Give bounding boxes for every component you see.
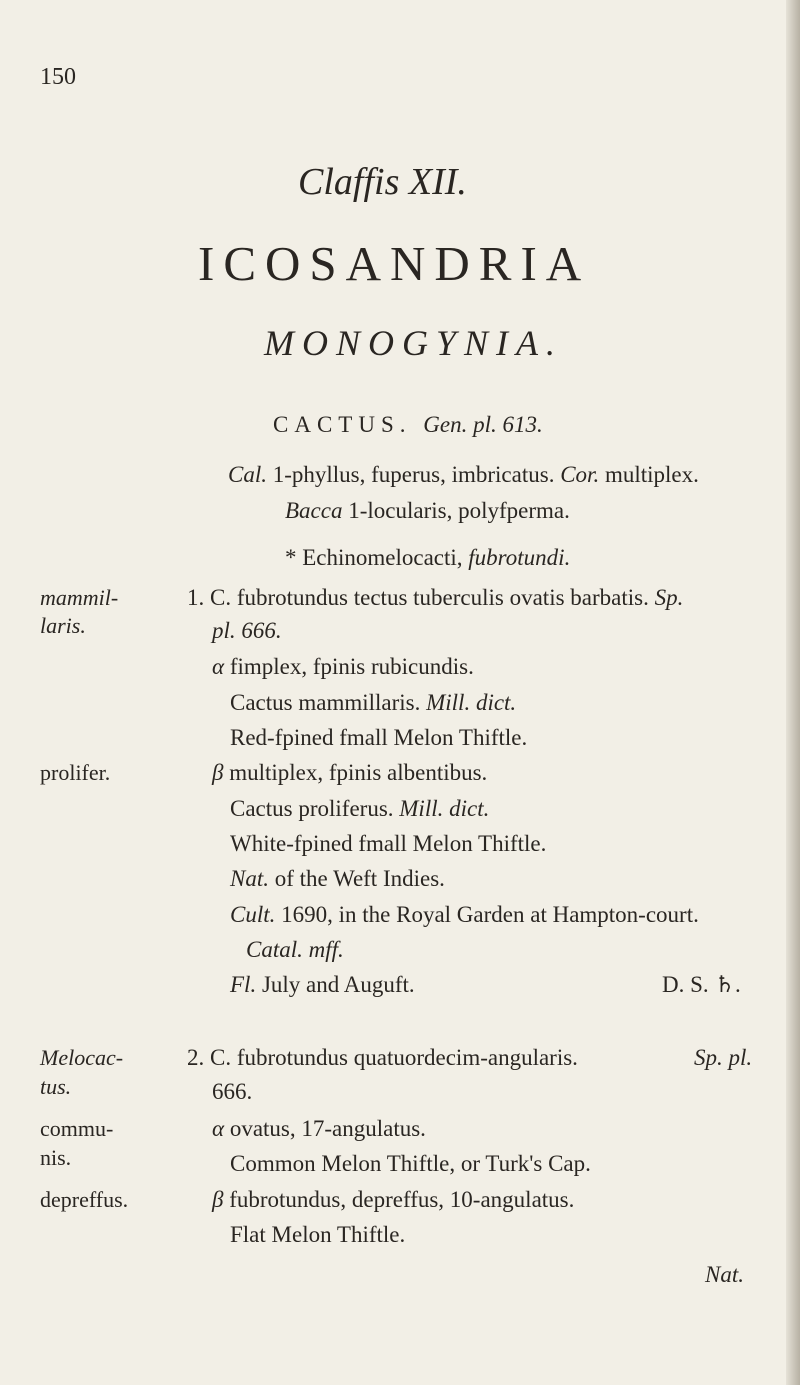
margin-depressus: depreffus.	[40, 1187, 129, 1212]
species2-number: 2.	[187, 1045, 205, 1070]
fl-label: Fl.	[230, 972, 257, 997]
catchword: Nat.	[705, 1262, 744, 1287]
nat-label: Nat.	[230, 866, 269, 891]
cal-text: 1-phyllus, fuperus, imbricatus.	[272, 462, 555, 487]
species1-beta-line	[212, 760, 487, 786]
s2-alpha-text: ovatus, 17-angulatus.	[229, 1116, 426, 1141]
species1-cult	[230, 902, 699, 928]
species1-fl	[230, 972, 415, 998]
page-edge	[786, 0, 800, 1385]
beta-synonym: Cactus proliferus.	[230, 796, 394, 821]
class-name: ICOSANDRIA	[198, 236, 591, 291]
fl-text: July and Auguft.	[261, 972, 415, 997]
species1-beta-syn	[230, 796, 489, 822]
cor-label: Cor.	[560, 462, 600, 487]
alpha-synonym: Cactus mammillaris.	[230, 690, 421, 715]
species1-text: C. fubrotundus tectus tuberculis ovatis barbatis.	[210, 585, 649, 610]
genus-name: CACTUS.	[273, 412, 412, 437]
species1-ref-sp: Sp.	[654, 585, 684, 610]
s2-alpha-symbol: α	[212, 1116, 225, 1141]
beta-synonym-ref: Mill. dict.	[399, 796, 490, 821]
section-name: Echinomelocacti,	[302, 545, 463, 570]
species2-ref	[694, 1045, 752, 1071]
species2-alpha-line	[212, 1116, 426, 1142]
margin-communis-2: nis.	[40, 1145, 72, 1170]
species1-beta-english: White-fpined fmall Melon Thiftle.	[230, 831, 547, 856]
margin-prolifer: prolifer.	[40, 760, 111, 785]
cult-label: Cult.	[230, 902, 276, 927]
s2-beta-text: fubrotundus, depreffus, 10-angulatus.	[229, 1187, 575, 1212]
section-line	[285, 545, 570, 571]
bacca-text: 1-locularis, polyfperma.	[348, 498, 570, 523]
species1-number: 1.	[187, 585, 205, 610]
margin-melocactus-1: Melocac-	[40, 1045, 124, 1070]
bacca-line	[285, 498, 570, 524]
section-mark: *	[285, 545, 297, 570]
species1-alpha-syn	[230, 690, 516, 716]
alpha-synonym-ref: Mill. dict.	[426, 690, 517, 715]
calyx-line	[228, 462, 699, 488]
alpha-symbol: α	[212, 654, 225, 679]
species1-ref-pl: pl. 666.	[212, 618, 282, 643]
section-note: fubrotundi.	[468, 545, 571, 570]
species2-beta-line	[212, 1187, 574, 1213]
species1-nat	[230, 866, 445, 892]
species2-text: C. fubrotundus quatuordecim-angularis.	[210, 1045, 578, 1070]
nat-text: of the Weft Indies.	[274, 866, 445, 891]
cor-text: multiplex.	[604, 462, 699, 487]
genus-heading	[273, 412, 543, 438]
species1-catal: Catal. mff.	[246, 937, 344, 962]
species1-line	[187, 585, 683, 611]
species2-ref-sp: Sp.	[694, 1045, 723, 1070]
species2-beta-english: Flat Melon Thiftle.	[230, 1222, 406, 1247]
species1-alpha-line	[212, 654, 474, 680]
genus-reference: Gen. pl. 613.	[423, 412, 543, 437]
margin-communis-1: commu-	[40, 1116, 114, 1141]
cal-label: Cal.	[228, 462, 267, 487]
class-heading: Claffis XII.	[298, 161, 467, 203]
species2-alpha-english: Common Melon Thiftle, or Turk's Cap.	[230, 1151, 591, 1176]
beta-text: multiplex, fpinis albentibus.	[229, 760, 488, 785]
bacca-label: Bacca	[285, 498, 343, 523]
margin-melocactus-2: tus.	[40, 1074, 72, 1099]
s2-beta-symbol: β	[212, 1187, 224, 1212]
alpha-text: fimplex, fpinis rubicundis.	[229, 654, 474, 679]
beta-symbol: β	[212, 760, 224, 785]
species2-line	[187, 1045, 578, 1071]
order-name: MONOGYNIA.	[264, 323, 564, 363]
cult-text: 1690, in the Royal Garden at Hampton-court.	[281, 902, 699, 927]
species1-fl-mark: D. S. ♄.	[662, 972, 741, 997]
margin-mammillaris-1: mammil-	[40, 585, 119, 610]
species1-alpha-english: Red-fpined fmall Melon Thiftle.	[230, 725, 528, 750]
page-number: 150	[40, 64, 76, 90]
species2-ref-page: 666.	[212, 1079, 253, 1104]
species2-ref-pl: pl.	[728, 1045, 753, 1070]
margin-mammillaris-2: laris.	[40, 613, 86, 638]
